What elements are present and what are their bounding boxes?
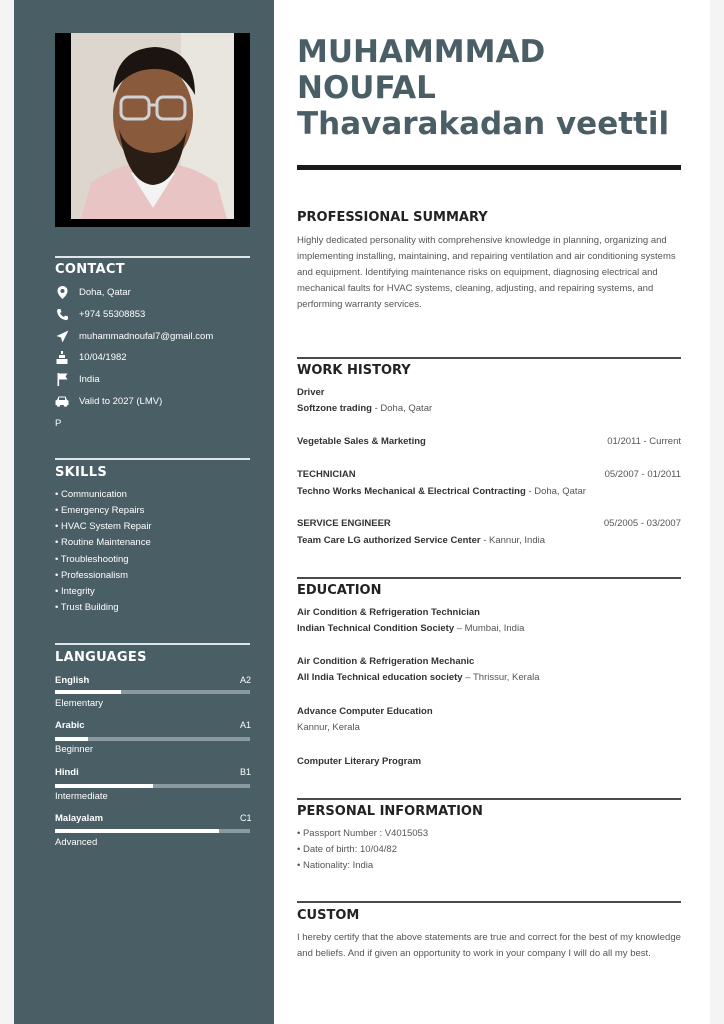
language-description: Elementary: [55, 698, 104, 709]
phone-icon: [55, 307, 69, 321]
education-divider: [297, 577, 681, 579]
contact-phone-text: +974 55308853: [79, 308, 146, 320]
education-school: All India Technical education society – Thrissur, Kerala: [297, 672, 540, 683]
job-company: Team Care LG authorized Service Center - Kannur, India: [297, 535, 545, 546]
personal-item: • Date of birth: 10/04/82: [297, 844, 397, 855]
language-name: Arabic: [55, 720, 85, 731]
resume-page: [14, 0, 710, 1024]
contact-phone: [55, 306, 145, 322]
contact-nationality: [55, 371, 100, 387]
language-bar-fill: [55, 829, 219, 833]
education-title: Air Condition & Refrigeration Technician: [297, 607, 480, 618]
contact-email: [55, 328, 213, 344]
job-title: Driver: [297, 387, 325, 398]
job-date: 05/2005 - 03/2007: [603, 518, 681, 529]
custom-text: I hereby certify that the above statements are true and correct for the best of my knowledge and beliefs. And if given an opportunity to work in your company I will do all my best.: [297, 932, 681, 959]
language-bar-fill: [55, 690, 121, 694]
flag-icon: [55, 372, 69, 386]
skill-item: • Communication: [55, 489, 127, 500]
custom-divider: [297, 901, 681, 903]
language-level: B1: [240, 767, 252, 777]
language-description: Beginner: [55, 744, 94, 755]
skill-item: • Trust Building: [55, 602, 119, 613]
education-location: Kannur, Kerala: [297, 722, 360, 733]
contact-heading: CONTACT: [55, 262, 125, 277]
job-company: Techno Works Mechanical & Electrical Contracting - Doha, Qatar: [297, 486, 586, 497]
name-line-1: MUHAMMMAD: [297, 34, 546, 70]
language-level: A2: [240, 675, 252, 685]
personal-item: • Nationality: India: [297, 860, 374, 871]
language-bar-fill: [55, 784, 153, 788]
language-name: English: [55, 675, 90, 686]
education-title: Advance Computer Education: [297, 706, 433, 717]
contact-license: [55, 393, 162, 409]
job-title: SERVICE ENGINEER: [297, 518, 391, 529]
candidate-name: [297, 34, 669, 142]
work-heading: WORK HISTORY: [297, 363, 411, 378]
language-bar: [55, 784, 250, 788]
contact-extra-text: P: [55, 418, 62, 429]
car-icon: [55, 394, 69, 408]
skills-heading: SKILLS: [55, 465, 108, 480]
language-bar: [55, 690, 250, 694]
name-line-3: Thavarakadan veettil: [297, 106, 670, 142]
contact-location: [55, 284, 131, 300]
send-icon: [55, 329, 69, 343]
education-school: Indian Technical Condition Society – Mumbai, India: [297, 623, 525, 634]
contact-nationality-text: India: [79, 373, 100, 385]
custom-heading: CUSTOM: [297, 908, 360, 923]
education-title: Computer Literary Program: [297, 756, 422, 767]
name-line-2: NOUFAL: [297, 70, 436, 106]
work-divider: [297, 357, 681, 359]
personal-item: • Passport Number : V4015053: [297, 828, 429, 839]
language-name: Malayalam: [55, 813, 104, 824]
contact-email-text: muhammadnoufal7@gmail.com: [79, 330, 214, 342]
skill-item: • Professionalism: [55, 570, 129, 581]
language-bar: [55, 737, 250, 741]
birthday-cake-icon: [55, 350, 69, 364]
profile-photo: [71, 33, 234, 219]
sidebar: [14, 0, 274, 1024]
skill-item: • Troubleshooting: [55, 554, 129, 565]
skill-item: • Integrity: [55, 586, 95, 597]
language-description: Advanced: [55, 837, 98, 848]
personal-divider: [297, 798, 681, 800]
skills-divider: [55, 458, 250, 460]
contact-license-text: Valid to 2027 (LMV): [79, 395, 163, 407]
contact-birthdate: [55, 349, 127, 365]
summary-heading: PROFESSIONAL SUMMARY: [297, 210, 488, 225]
languages-divider: [55, 643, 250, 645]
personal-heading: PERSONAL INFORMATION: [297, 804, 483, 819]
job-title: TECHNICIAN: [297, 469, 356, 480]
skill-item: • Emergency Repairs: [55, 505, 145, 516]
summary-text: Highly dedicated personality with comprehensive knowledge in planning, organizing and implementing installing, maintaining, and repairing ventilation and air conditioning systems and equipment. Identifying maintenance risks on equipment, diagnosing electrical and mechanical faults for HVAC systems, cleaning, adjusting, and repairing systems, and performing warranty services.: [297, 235, 676, 310]
job-company: Softzone trading - Doha, Qatar: [297, 403, 433, 414]
language-level: C1: [240, 813, 252, 823]
location-pin-icon: [55, 285, 69, 299]
contact-divider: [55, 256, 250, 258]
skill-item: • Routine Maintenance: [55, 537, 151, 548]
job-date: 01/2011 - Current: [607, 436, 681, 447]
job-date: 05/2007 - 01/2011: [604, 469, 681, 480]
contact-location-text: Doha, Qatar: [79, 286, 131, 298]
name-underline: [297, 165, 681, 170]
job-title: Vegetable Sales & Marketing: [297, 436, 426, 447]
contact-birthdate-text: 10/04/1982: [79, 351, 127, 363]
language-level: A1: [240, 720, 252, 730]
language-name: Hindi: [55, 767, 79, 778]
profile-photo-frame: [55, 33, 250, 227]
education-heading: EDUCATION: [297, 583, 382, 598]
skill-item: • HVAC System Repair: [55, 521, 152, 532]
language-bar-fill: [55, 737, 88, 741]
language-description: Intermediate: [55, 791, 108, 802]
language-bar: [55, 829, 250, 833]
education-title: Air Condition & Refrigeration Mechanic: [297, 656, 475, 667]
languages-heading: LANGUAGES: [55, 650, 147, 665]
